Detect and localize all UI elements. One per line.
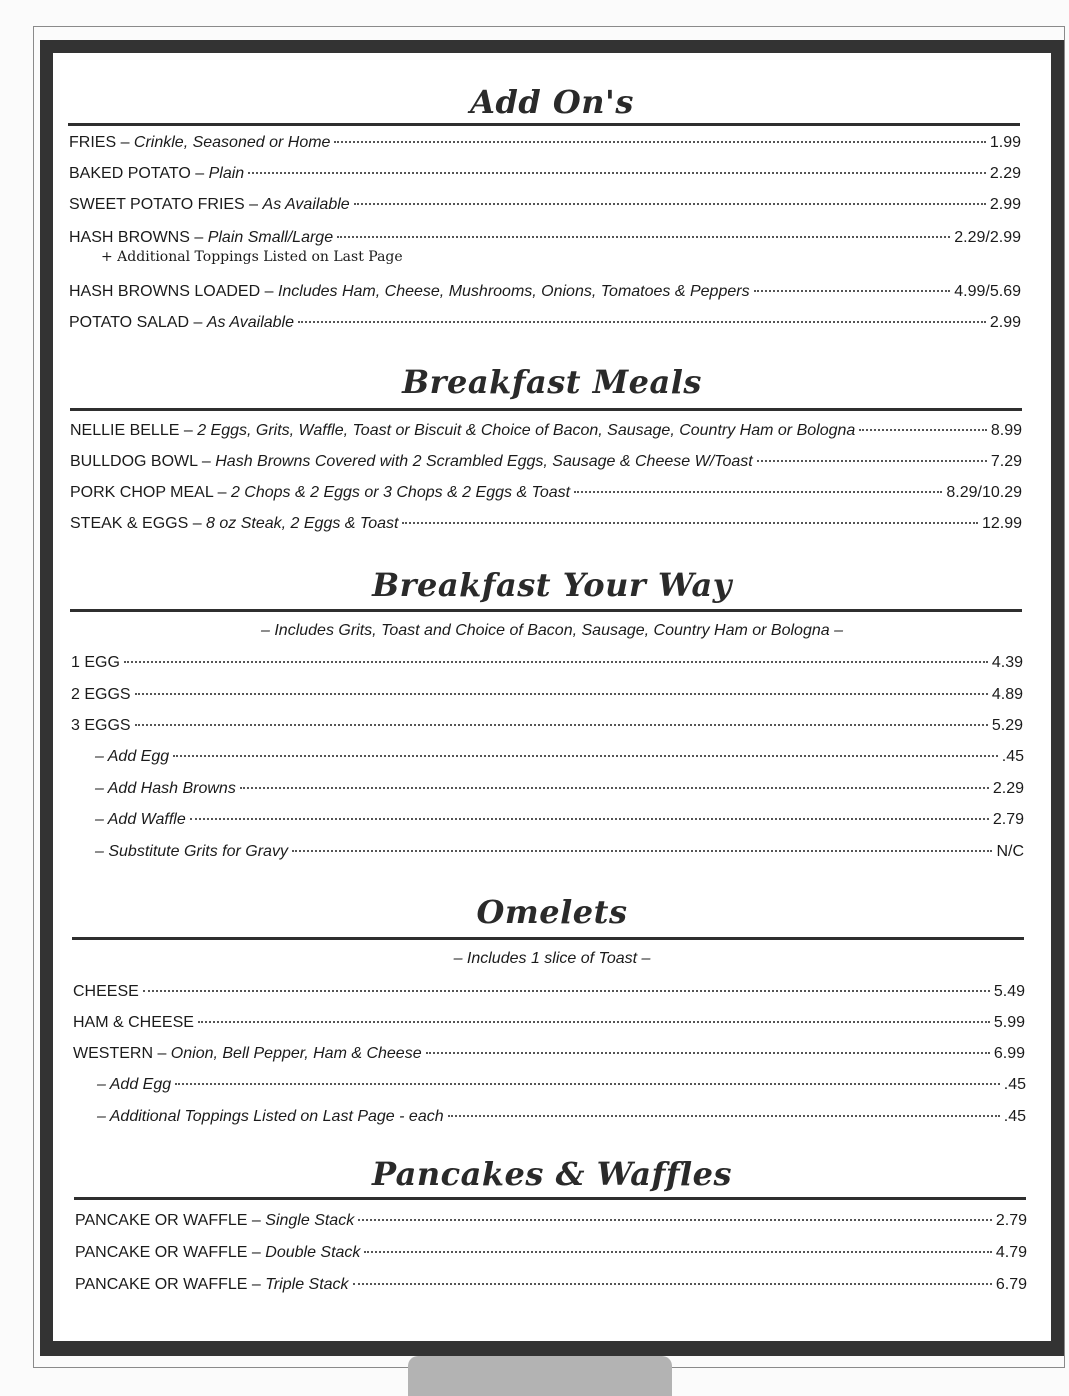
menu-page [53, 53, 1051, 1341]
menu-frame [40, 40, 1064, 1356]
menu-item-sweet-potato-fries: SWEET POTATO FRIES – As Available 2.99 [69, 196, 1021, 213]
menu-item-bulldog-bowl: BULLDOG BOWL – Hash Browns Covered with 2 Scrambled Eggs, Sausage & Cheese W/Toast 7.29 [70, 453, 1022, 470]
menu-item-substitute-grits: – Substitute Grits for Gravy N/C [95, 843, 1024, 860]
section-rule [70, 408, 1022, 411]
menu-item-add-waffle: – Add Waffle 2.79 [95, 811, 1024, 828]
section-rule [68, 123, 1020, 126]
menu-item-cheese-omelet: CHEESE 5.49 [73, 983, 1025, 1000]
menu-item-potato-salad: POTATO SALAD – As Available 2.99 [69, 314, 1021, 331]
menu-item-2-eggs: 2 EGGS 4.89 [71, 686, 1023, 703]
menu-item-1-egg: 1 EGG 4.39 [71, 654, 1023, 671]
menu-item-ham-cheese-omelet: HAM & CHEESE 5.99 [73, 1014, 1025, 1031]
menu-item-nellie-belle: NELLIE BELLE – 2 Eggs, Grits, Waffle, Toast or Biscuit & Choice of Bacon, Sausage, Country Ham or Bologna 8.99 [70, 422, 1022, 439]
menu-item-omelet-add-egg: – Add Egg .45 [97, 1076, 1026, 1093]
section-title-pancakes-waffles: Pancakes & Waffles [371, 1155, 733, 1193]
menu-item-hash-browns: HASH BROWNS – Plain Small/Large 2.29/2.99 [69, 229, 1021, 246]
menu-item-double-stack: PANCAKE OR WAFFLE – Double Stack 4.79 [75, 1244, 1027, 1261]
menu-item-add-hash-browns: – Add Hash Browns 2.29 [95, 780, 1024, 797]
section-title-breakfast-your-way: Breakfast Your Way [372, 566, 732, 604]
menu-item-add-egg: – Add Egg .45 [95, 748, 1024, 765]
menu-item-single-stack: PANCAKE OR WAFFLE – Single Stack 2.79 [75, 1212, 1027, 1229]
menu-item-omelet-toppings: – Additional Toppings Listed on Last Page - each .45 [97, 1108, 1026, 1125]
menu-item-triple-stack: PANCAKE OR WAFFLE – Triple Stack 6.79 [75, 1276, 1027, 1293]
omelets-note: – Includes 1 slice of Toast – [453, 950, 651, 967]
section-rule [72, 937, 1024, 940]
menu-item-steak-eggs: STEAK & EGGS – 8 oz Steak, 2 Eggs & Toast 12.99 [70, 515, 1022, 532]
section-title-breakfast-meals: Breakfast Meals [402, 363, 702, 401]
menu-item-western-omelet: WESTERN – Onion, Bell Pepper, Ham & Cheese 6.99 [73, 1045, 1025, 1062]
page-scroll-handle[interactable] [408, 1356, 672, 1396]
menu-item-hash-browns-loaded: HASH BROWNS LOADED – Includes Ham, Cheese, Mushrooms, Onions, Tomatoes & Peppers 4.99/5.69 [69, 283, 1021, 300]
menu-item-baked-potato: BAKED POTATO – Plain 2.29 [69, 165, 1021, 182]
section-rule [70, 609, 1022, 612]
breakfast-your-way-note: – Includes Grits, Toast and Choice of Bacon, Sausage, Country Ham or Bologna – [261, 622, 843, 639]
menu-item-pork-chop-meal: PORK CHOP MEAL – 2 Chops & 2 Eggs or 3 Chops & 2 Eggs & Toast 8.29/10.29 [70, 484, 1022, 501]
menu-item-3-eggs: 3 EGGS 5.29 [71, 717, 1023, 734]
section-title-add-ons: Add On's [470, 83, 634, 121]
toppings-note: + Additional Toppings Listed on Last Page [101, 249, 403, 265]
section-title-omelets: Omelets [476, 893, 628, 931]
menu-item-fries: FRIES – Crinkle, Seasoned or Home 1.99 [69, 134, 1021, 151]
section-rule [74, 1197, 1026, 1200]
